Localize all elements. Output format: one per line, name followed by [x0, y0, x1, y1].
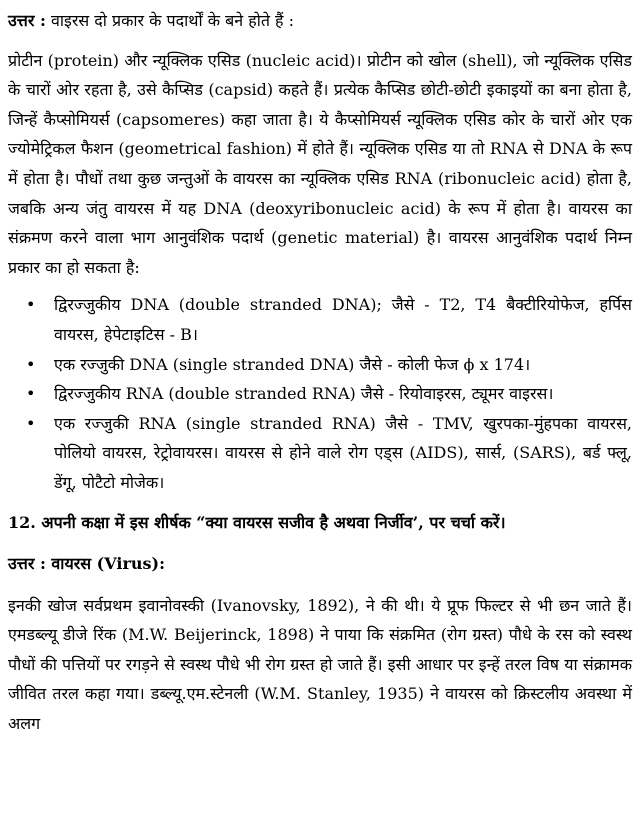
- list-item: • द्विरज्जुकीय DNA (double stranded DNA); जैसे - T2, T4 बैक्टीरियोफेज, हर्पिस वायरस, हेपेटाइटिस - B।: [54, 290, 632, 349]
- list-item: • द्विरज्जुकीय RNA (double stranded RNA) जैसे - रियोवाइरस, ट्यूमर वाइरस।: [54, 379, 632, 409]
- answer-heading-text: वाइरस दो प्रकार के पदार्थों के बने होते हैं :: [45, 11, 295, 30]
- genetic-material-list: [8, 290, 632, 497]
- answer-heading-2: उत्तर : वायरस (Virus):: [8, 554, 165, 574]
- paragraph-virus-discovery: इनकी खोज सर्वप्रथम इवानोवस्की (Ivanovsky, 1892), ने की थी। ये प्रूफ फिल्टर से भी छन जाते हैं। एमडब्ल्यू डीजे रिंक (M.W. Beijerinck, 1898) ने पाया कि संक्रमित (रोग ग्रस्त) पौधे के रस को स्वस्थ पौधों की पत्तियों पर रगड़ने से स्वस्थ पौधे भी रोग ग्रस्त हो जाते हैं। इसी आधार पर इन्हें तरल विष या संक्रामक जीवित तरल कहा गया। डब्ल्यू.एम.स्टेनली (W.M. Stanley, 1935) ने वायरस को क्रिस्टलीय अवस्था में अलग: [8, 595, 632, 734]
- answer-label: उत्तर :: [8, 11, 46, 30]
- paragraph-virus-composition: प्रोटीन (protein) और न्यूक्लिक एसिड (nucleic acid)। प्रोटीन को खोल (shell), जो न्यूक्लिक एसिड के चारों ओर रहता है, उसे कैप्सिड (capsid) कहते हैं। प्रत्येक कैप्सिड छोटी-छोटी इकाइयों का बना होता है, जिन्हें कैप्सोमियर्स (capsomeres) कहा जाता है। ये कैप्सोमियर्स न्यूक्लिक एसिड कोर के चारों ओर एक ज्योमेट्रिकल फैशन (geometrical fashion) में होते हैं। न्यूक्लिक एसिड या तो RNA से DNA के रूप में होता है। पौधों तथा कुछ जन्तुओं के वायरस का न्यूक्लिक एसिड RNA (ribonucleic acid) होता है, जबकि अन्य जंतु वायरस में यह DNA (deoxyribonucleic acid) के रूप में होता है। वायरस का संक्रमण करने वाला भाग आनुवंशिक पदार्थ (genetic material) है। वायरस आनुवंशिक पदार्थ निम्न प्रकार का हो सकता है:: [8, 50, 632, 277]
- list-item: • एक रज्जुकी RNA (single stranded RNA) जैसे - TMV, खुरपका-मुंहपका वायरस, पोलियो वायरस, रेट्रोवायरस। वायरस से होने वाले रोग एड्स (AIDS), सार्स, (SARS), बर्ड फ्लू, डेंगू, पोटैटो मोजेक।: [54, 409, 632, 498]
- question-12: 12. अपनी कक्षा में इस शीर्षक “क्या वायरस सजीव है अथवा निर्जीव’, पर चर्चा करें।: [8, 512, 506, 532]
- answer-heading-1: [8, 6, 632, 36]
- list-item: • एक रज्जुकी DNA (single stranded DNA) जैसे - कोली फेज ϕ x 174।: [54, 350, 632, 380]
